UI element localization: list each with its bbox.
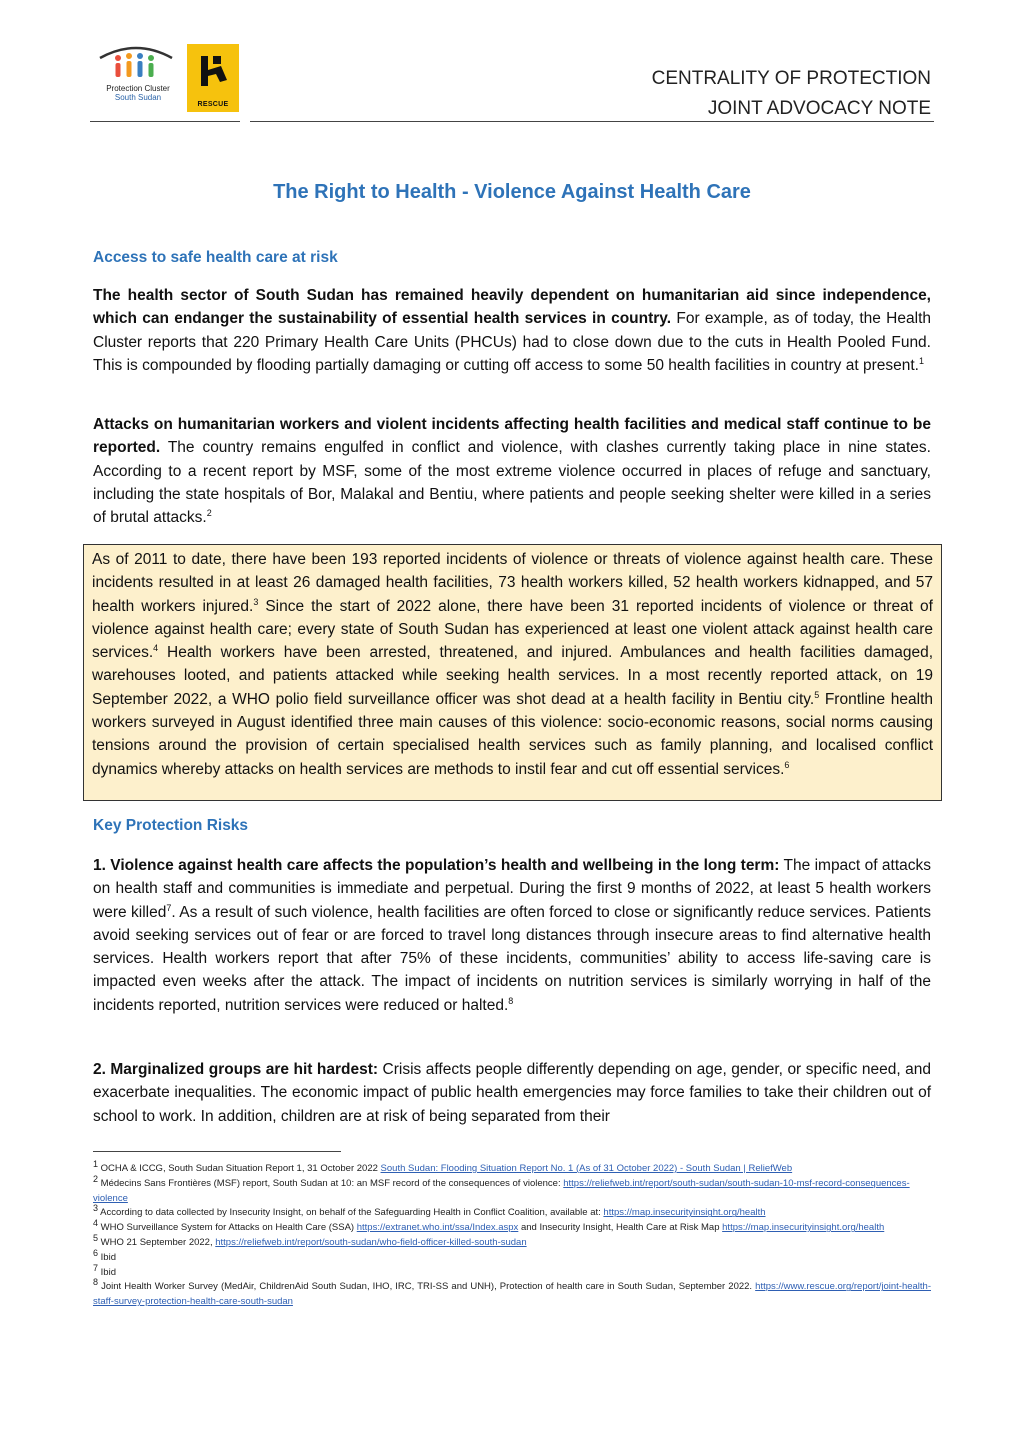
footnote-5-number: 5 [93,1232,99,1243]
footnote-4-link[interactable]: https://extranet.who.int/ssa/Index.aspx [356,1222,519,1234]
protection-cluster-logo-text [98,84,178,102]
protection-cluster-logo-line1: Protection Cluster [106,84,170,93]
footnote-4-text: WHO Surveillance System for Attacks on Health Care (SSA) [98,1222,357,1234]
callout-text-1: As of 2011 to date, there have been 193 reported incidents of violence or threats of violence against health care. These incidents resulted in at least 26 damaged health facilities, 73 health workers killed, 52 health workers kidnapped, and 57 health workers injured. [92,551,933,615]
risk-1-text-a: The impact of attacks on health staff and communities is immediate and perpetual. During the first 9 months of 2022, at least 5 health workers were killed [93,857,931,921]
footnote-6 [93,1247,931,1266]
callout-text-4: Frontline health workers surveyed in August identified three main causes of this violence: socio-economic reasons, social norms causing tensions around the provision of certain specialised health services such as family planning, and localised conflict dynamics whereby attacks on health services are methods to instil fear and cut off essential services. [92,690,933,778]
paragraph-health-sector [93,284,931,377]
paragraph-attacks-text: The country remains engulfed in conflict and violence, with clashes currently taking place in nine states. According to a recent report by MSF, some of the most extreme violence occurred in places of refuge and sanctuary, including the state hospitals of Bor, Malakal and Bentiu, where patients and people seeking shelter were killed in a series of brutal attacks. [93,439,931,527]
footnote-ref-4[interactable]: 4 [153,643,159,654]
footnote-ref-1[interactable]: 1 [918,355,924,366]
risk-1-text-b: . As a result of such violence, health facilities are often forced to close or significantly reduce services. Patients avoid seeking services out of fear or are forced to travel long distances through insecure areas to find alternative health services. Health workers report that after 75% of these incidents, communities’ ability to access life-saving care is impacted even weeks after the attack. The impact of incidents on nutrition services is similarly worrying in half of the incidents reported, nutrition services were reduced or halted. [93,903,931,1014]
callout-text [92,548,933,781]
footnote-5 [93,1232,931,1251]
protection-cluster-logo-line2: South Sudan [114,93,162,102]
footnote-4-text-2: and Insecurity Insight, Health Care at Risk Map [518,1222,723,1234]
footnote-3 [93,1203,931,1221]
footnote-7-number: 7 [93,1262,99,1273]
irc-figure-icon [187,44,239,96]
irc-rescue-logo [187,44,239,112]
risk-2-lead: 2. Marginalized groups are hit hardest: [93,1061,379,1078]
footnote-5-link[interactable]: https://reliefweb.int/report/south-sudan/who-field-officer-killed-south-sudan [215,1236,527,1248]
footnote-ref-3[interactable]: 3 [253,596,259,607]
section-heading-access: Access to safe health care at risk [93,249,338,266]
footnote-2-number: 2 [93,1173,99,1184]
footnote-6-text: Ibid [98,1251,116,1263]
header-rule-left [90,121,240,122]
footnote-ref-2[interactable]: 2 [206,508,212,519]
footnote-1 [93,1158,931,1177]
footnote-2 [93,1173,931,1207]
header-title-line1: CENTRALITY OF PROTECTION [651,68,931,89]
risk-2-text: Crisis affects people differently depending on age, gender, or specific need, and exacerbate inequalities. The economic impact of public health emergencies may force families to take their children out of school to work. In addition, children are at risk of being separated from their [93,1061,931,1125]
section-heading-risks: Key Protection Risks [93,817,249,834]
footnotes [93,1158,931,1310]
paragraph-attacks-lead: Attacks on humanitarian workers and violent incidents affecting health facilities and medical staff continue to be reported. [93,416,931,457]
header-rule-right [250,121,934,122]
footnote-4-number: 4 [93,1218,99,1229]
header-title-line2: JOINT ADVOCACY NOTE [707,98,931,119]
footnote-6-number: 6 [93,1247,99,1258]
footnote-4-link-2[interactable]: https://map.insecurityinsight.org/health [722,1222,885,1234]
footnote-separator [93,1151,341,1152]
footnote-1-number: 1 [93,1158,99,1169]
incidents-callout-box [83,544,942,801]
protection-cluster-logo [92,44,180,112]
footnote-2-link[interactable]: https://reliefweb.int/report/south-sudan/south-sudan-10-msf-record-consequences-violence [93,1177,910,1204]
footnote-2-text: Médecins Sans Frontières (MSF) report, South Sudan at 10: an MSF record of the consequences of violence: [98,1177,564,1189]
footnote-7 [93,1262,931,1281]
footnote-8 [93,1277,931,1310]
footnote-4 [93,1218,931,1236]
footnote-8-text: Joint Health Worker Survey (MedAir, ChildrenAid South Sudan, IHO, IRC, TRI-SS and UNH), Protection of health care in South Sudan, September 2022. [98,1281,756,1293]
footnote-ref-5[interactable]: 5 [814,689,820,700]
callout-text-2: Since the start of 2022 alone, there have been 31 reported incidents of violence or threat of violence against health care; every state of South Sudan has experienced at least one violent attack against health care services. [92,597,933,662]
risk-1-lead: 1. Violence against health care affects the population’s health and wellbeing in the long term: [93,857,780,874]
paragraph-attacks [93,413,931,529]
footnote-8-number: 8 [93,1277,99,1288]
paragraph-health-sector-lead: The health sector of South Sudan has remained heavily dependent on humanitarian aid since independence, which can endanger the sustainability of essential health services in country. [93,287,931,328]
protection-cluster-logo-icon [92,44,180,84]
callout-text-3: Health workers have been arrested, threatened, and injured. Ambulances and health facilities damaged, warehouses looted, and patients attacked while seeking health services. In a most recently reported attack, on 19 September 2022, a WHO polio field surveillance officer was shot dead at a health facility in Bentiu city. [92,644,933,708]
paragraph-health-sector-text: For example, as of today, the Health Cluster reports that 220 Primary Health Care Units (PHCUs) had to close down due to the cuts in Health Pooled Fund. This is compounded by flooding partially damaging or cutting off access to some 50 health facilities in country at present. [93,310,931,374]
footnote-ref-8[interactable]: 8 [508,995,514,1006]
paragraph-risk-2 [93,1058,931,1128]
footnote-5-text: WHO 21 September 2022, [98,1236,216,1248]
footnote-ref-7[interactable]: 7 [166,902,172,913]
footnote-ref-6[interactable]: 6 [784,759,790,770]
footnote-3-text: According to data collected by Insecurity Insight, on behalf of the Safeguarding Health in Conflict Coalition, available at: [98,1207,604,1219]
footnote-7-text: Ibid [98,1266,116,1278]
footnote-3-link[interactable]: https://map.insecurityinsight.org/health [603,1207,766,1219]
document-title: The Right to Health - Violence Against Health Care [273,181,751,203]
footnote-1-text: OCHA & ICCG, South Sudan Situation Report 1, 31 October 2022 [98,1163,381,1174]
footnote-1-link[interactable]: South Sudan: Flooding Situation Report No. 1 (As of 31 October 2022) - South Sudan | ReliefWeb [380,1163,793,1174]
paragraph-risk-1 [93,854,931,1017]
footnote-3-number: 3 [93,1203,99,1214]
irc-logo-word: RESCUE [197,101,229,108]
header-title [652,64,931,124]
footnote-8-link[interactable]: https://www.rescue.org/report/joint-health-staff-survey-protection-health-care-south-sudan [93,1281,931,1308]
